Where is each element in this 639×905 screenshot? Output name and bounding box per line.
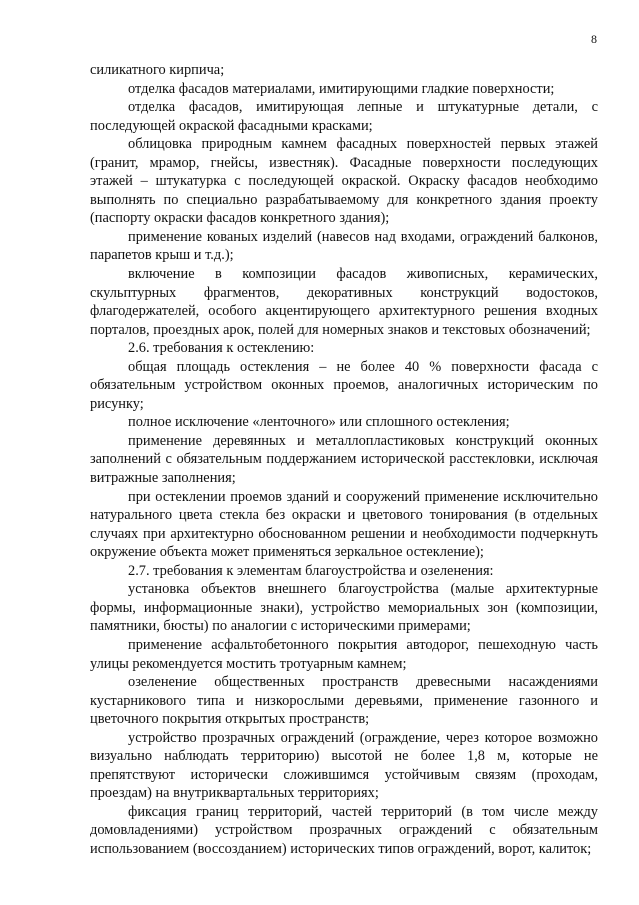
paragraph: установка объектов внешнего благоустройства (малые архитектурные формы, информационные знаки), устройство мемориальных зон (композиции, памятники, бюсты) по аналогии с историческими примерами; <box>90 581 598 635</box>
paragraph: применение кованых изделий (навесов над входами, ограждений балконов, парапетов крыш и т.д.); <box>90 228 598 264</box>
paragraph: отделка фасадов, имитирующая лепные и штукатурные детали, с последующей окраской фасадными красками; <box>90 99 598 134</box>
paragraph: фиксация границ территорий, частей территорий (в том числе между домовладениями) устройством прозрачных ограждений с обязательным использованием (воссозданием) исторических типов ограждений, ворот, калиток; <box>90 803 598 857</box>
paragraph: полное исключение «ленточного» или сплошного остекления; <box>128 414 510 431</box>
section-heading: 2.6. требования к остеклению: <box>128 340 315 357</box>
paragraph: озеленение общественных пространств древесными насаждениями кустарникового типа и низкорослыми деревьями, применение газонного и цветочного покрытия открытых пространств; <box>90 674 598 728</box>
paragraph: применение деревянных и металлопластиковых конструкций оконных заполнений с обязательным поддержанием исторической расстекловки, исключая витражные заполнения; <box>90 432 598 487</box>
paragraph: силикатного кирпича; <box>90 62 225 78</box>
paragraph: отделка фасадов материалами, имитирующими гладкие поверхности; <box>128 80 555 97</box>
paragraph: устройство прозрачных ограждений (ограждение, через которое возможно визуально наблюдать территорию) высотой не более 1,8 м, которые не препятствуют исторически сложившимся устойчивым связям (проходам, проездам) на внутриквартальных территориях; <box>90 729 598 802</box>
paragraph: облицовка природным камнем фасадных поверхностей первых этажей (гранит, мрамор, гнейсы, известняк). Фасадные поверхности последующих этажей – штукатурка с последующей окраской. Окраску фасадов необходимо выполнять по специально разрабатываемому для конкретного здания проекту (паспорту окраски фасадов конкретного здания); <box>90 136 598 227</box>
paragraph: общая площадь остекления – не более 40 % поверхности фасада с обязательным устройством оконных проемов, аналогичных историческим по рисунку; <box>90 358 598 412</box>
page-number: 8 <box>591 32 597 46</box>
document-body <box>90 61 598 859</box>
paragraph: при остеклении проемов зданий и сооружений применение исключительно натурального цвета стекла без окраски и цветового тонирования (в отдельных случаях при архитектурно обоснованном решении и необходимости подчеркнуть окружение объекта может применяться зеркальное остекление); <box>90 488 598 561</box>
paragraph: применение асфальтобетонного покрытия автодорог, пешеходную часть улицы рекомендуется мостить тротуарным камнем; <box>90 636 598 672</box>
paragraph: включение в композиции фасадов живописных, керамических, скульптурных фрагментов, декоративных конструкций водостоков, флагодержателей, особого акцентирующего архитектурного решения входных порталов, проездных арок, полей для номерных знаков и текстовых обозначений; <box>90 266 598 338</box>
section-heading: 2.7. требования к элементам благоустройства и озеленения: <box>128 562 494 579</box>
